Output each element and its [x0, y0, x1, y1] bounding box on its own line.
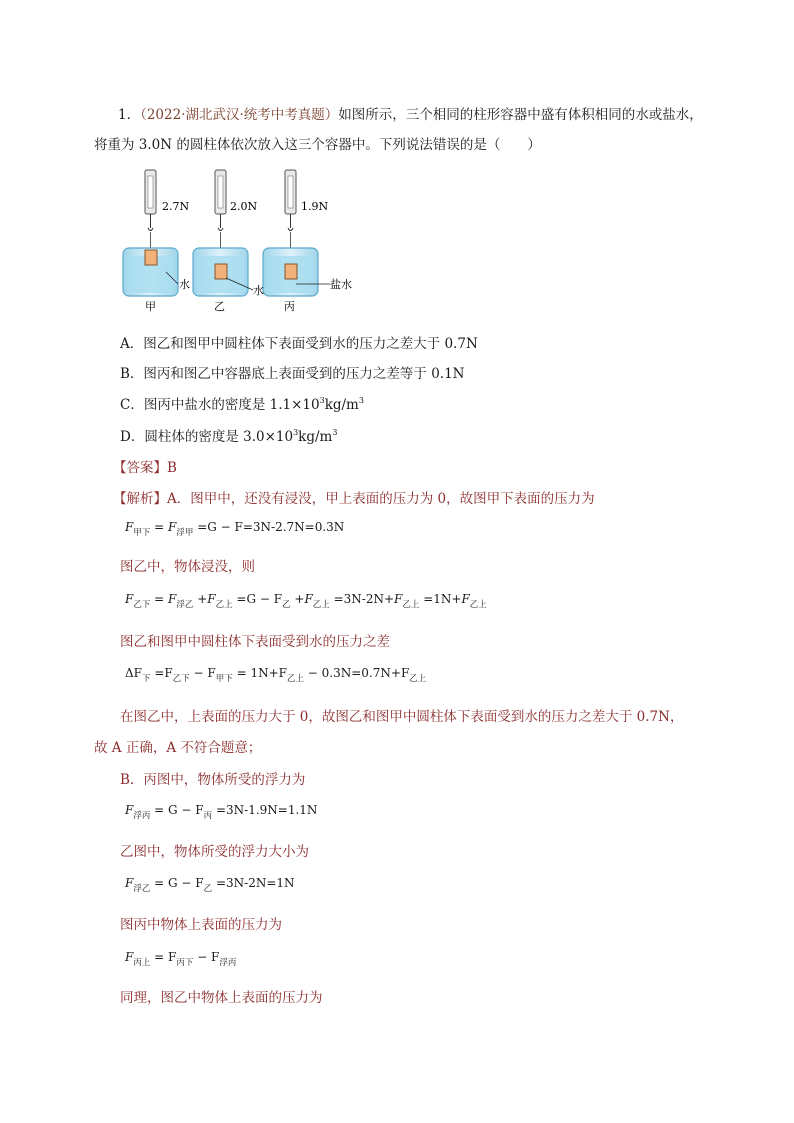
beaker-label-yi: 乙 [214, 300, 225, 313]
reading-bing: 1.9N [301, 200, 329, 213]
beaker-jia [123, 248, 178, 296]
analysis-a-intro: 【解析】A．图甲中，还没有浸没，甲上表面的压力为 0，故图甲下表面的压力为 [113, 491, 595, 507]
option-b: B．图丙和图乙中容器底上表面受到的压力之差等于 0.1N [120, 366, 465, 382]
beaker-bing [263, 248, 318, 296]
experiment-figure [118, 166, 368, 316]
equation-2: $F_{乙下} = F_{浮乙} +F_{乙上} =G - F_乙 +F_{乙上} =3N-2N+F_{乙上} =1N+F_{乙上}$ [125, 592, 487, 610]
equation-4: $F_{浮丙} = G - F_丙 =3N-1.9N=1.1N$ [125, 803, 318, 821]
equation-1: $F_{甲下} = F_{浮甲} =G - F=3N-2.7N=0.3N$ [125, 520, 345, 538]
reading-jia: 2.7N [162, 200, 190, 213]
analysis-tag: 【解析】 [113, 491, 167, 507]
reading-yi: 2.0N [230, 200, 258, 213]
analysis-para-2: 故 A 正确，A 不符合题意； [94, 740, 262, 756]
liquid-label-jia: 水 [179, 278, 190, 291]
answer-tag: 【答案】 [113, 460, 167, 476]
liquid-label-yi: 水 [253, 284, 264, 297]
analysis-para-1: 在图乙中，上表面的压力大于 0，故图乙和图甲中圆柱体下表面受到水的压力之差大于 0.7N， [120, 709, 684, 725]
question-stem-1: 如图所示，三个相同的柱形容器中盛有体积相同的水或盐水， [338, 107, 703, 123]
beaker-label-bing: 丙 [284, 300, 295, 313]
analysis-b-intro: B．丙图中，物体所受的浮力为 [120, 772, 306, 788]
beaker-yi [193, 248, 248, 296]
option-d: D．圆柱体的密度是 $3.0\times 10^3kg/m^3$ [120, 428, 338, 445]
answer-value: B [167, 460, 177, 476]
equation-6: $F_{丙上} = F_{丙下} - F_{浮丙}$ [125, 950, 237, 968]
liquid-label-bing: 盐水 [330, 278, 352, 291]
analysis-same-text: 同理，图乙中物体上表面的压力为 [120, 990, 323, 1006]
beaker-label-jia: 甲 [145, 300, 156, 313]
analysis-yi-text: 图乙中，物体浸没，则 [120, 559, 255, 575]
option-c: C．图丙中盐水的密度是 $1.1\times 10^3kg/m^3$ [120, 396, 364, 413]
analysis-diff-text: 图乙和图甲中圆柱体下表面受到水的压力之差 [120, 634, 390, 650]
question-number: 1． [118, 107, 141, 123]
question-line-2: 将重为 3.0N 的圆柱体依次放入这三个容器中。下列说法错误的是（ ） [94, 137, 541, 153]
answer-line [113, 456, 177, 476]
equation-5: $F_{浮乙} = G - F_乙 =3N-2N=1N$ [125, 876, 295, 894]
question-line-1 [118, 103, 703, 123]
equation-3: $\Delta F_下 =F_{乙下} - F_{甲下} = 1N+F_{乙上} - 0.3N=0.7N+F_{乙上}$ [125, 666, 427, 684]
analysis-bing-top-text: 图丙中物体上表面的压力为 [120, 917, 282, 933]
option-a: A．图乙和图甲中圆柱体下表面受到水的压力之差大于 0.7N [120, 336, 478, 352]
analysis-yi2-text: 乙图中，物体所受的浮力大小为 [120, 844, 309, 860]
spring-scale-jia [145, 170, 156, 250]
question-source: （2022·湖北武汉·统考中考真题） [140, 107, 339, 123]
